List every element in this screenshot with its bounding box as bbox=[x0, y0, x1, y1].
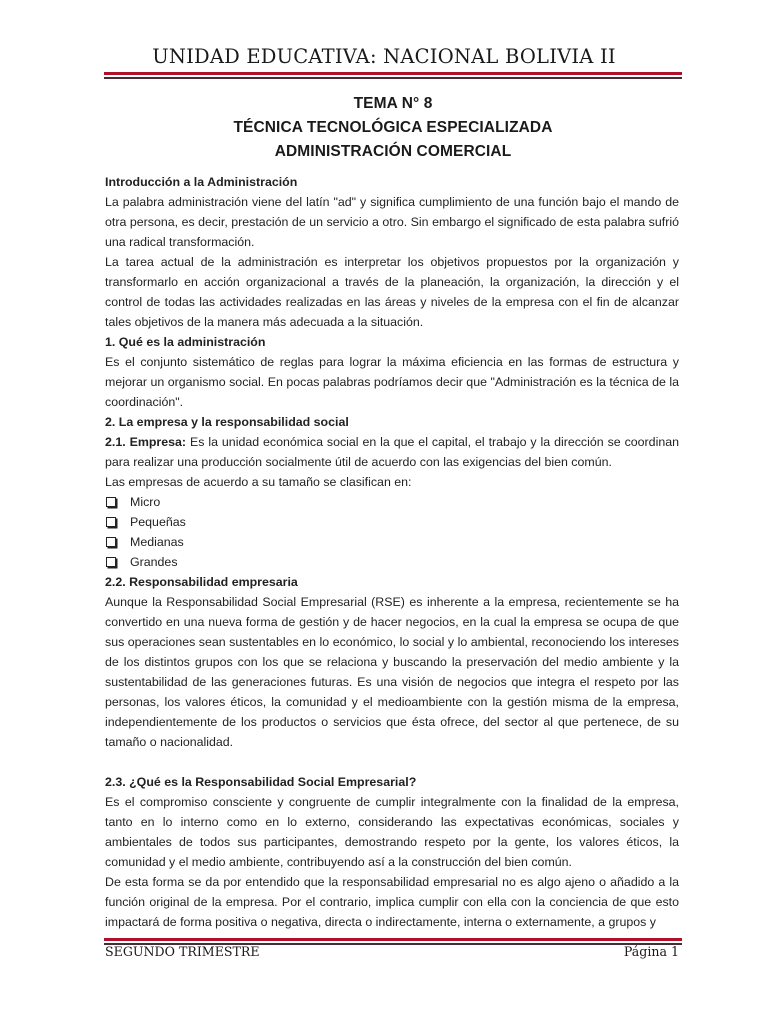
footer-trimester: SEGUNDO TRIMESTRE bbox=[105, 944, 260, 959]
list-item bbox=[105, 552, 679, 572]
section-2-2-paragraph: Aunque la Responsabilidad Social Empresarial (RSE) es inherente a la empresa, recientemente se ha convertido en una nueva forma de gestión y de hacer negocios, en la cual la empresa se ocupa de que sus operaciones sean sustentables en lo económico, lo social y lo ambiental, reconociendo los intereses de los distintos grupos con los que se relaciona y buscando la preservación del medio ambiente y la sustentabilidad de las generaciones futuras. Es una visión de negocios que integra el respeto por las personas, los valores éticos, la comunidad y el medioambiente con la gestión misma de la empresa, independientemente de los productos o servicios que ésta ofrece, del sector al que pertenece, de su tamaño o nacionalidad. bbox=[105, 595, 679, 749]
section-2-3-paragraph-2: De esta forma se da por entendido que la responsabilidad empresarial no es algo ajeno o añadido a la función original de la empresa. Por el contrario, implica cumplir con ella con la conciencia de que esto impactará de forma positiva o negativa, directa o indirectamente, interna o externamente, a grupos y bbox=[105, 875, 679, 929]
sizes-intro: Las empresas de acuerdo a su tamaño se clasifican en: bbox=[105, 475, 412, 489]
page-footer bbox=[105, 944, 679, 959]
list-item-label: Micro bbox=[130, 495, 161, 509]
spacer bbox=[105, 752, 679, 772]
school-header: UNIDAD EDUCATIVA: NACIONAL BOLIVIA II bbox=[152, 45, 616, 68]
header-rule-red bbox=[104, 72, 682, 75]
theme-title: TEMA N° 8 bbox=[353, 95, 433, 112]
intro-paragraph-1: La palabra administración viene del latín "ad" y significa cumplimiento de una función bajo el mando de otra persona, es decir, prestación de un servicio a otro. Sin embargo el significado de esta palabra sufrió una radical transformación. bbox=[105, 195, 679, 249]
company-size-list bbox=[105, 492, 679, 572]
list-item-label: Medianas bbox=[130, 535, 184, 549]
subject-title: TÉCNICA TECNOLÓGICA ESPECIALIZADA bbox=[233, 119, 553, 136]
checkbox-bullet-icon bbox=[106, 497, 116, 507]
checkbox-bullet-icon bbox=[106, 557, 116, 567]
section-1-heading: 1. Qué es la administración bbox=[105, 335, 266, 349]
section-2-1-label: 2.1. Empresa: bbox=[105, 435, 187, 449]
area-title: ADMINISTRACIÓN COMERCIAL bbox=[274, 143, 512, 160]
list-item bbox=[105, 532, 679, 552]
section-2-3-heading: 2.3. ¿Qué es la Responsabilidad Social Empresarial? bbox=[105, 775, 417, 789]
list-item bbox=[105, 492, 679, 512]
section-2-heading: 2. La empresa y la responsabilidad social bbox=[105, 415, 349, 429]
list-item bbox=[105, 512, 679, 532]
intro-paragraph-2: La tarea actual de la administración es interpretar los objetivos propuestos por la organización y transformarlo en acción organizacional a través de la planeación, la organización, la dirección y el control de todas las actividades realizadas en las áreas y niveles de la empresa con el fin de alcanzar tales objetivos de la manera más adecuada a la situación. bbox=[105, 255, 679, 329]
checkbox-bullet-icon bbox=[106, 537, 116, 547]
section-2-2-heading: 2.2. Responsabilidad empresaria bbox=[105, 575, 298, 589]
document-body bbox=[105, 172, 679, 932]
section-1-paragraph: Es el conjunto sistemático de reglas para lograr la máxima eficiencia en las formas de estructura y mejorar un organismo social. En pocas palabras podríamos decir que "Administración es la técnica de la coordinación". bbox=[105, 355, 679, 409]
list-item-label: Grandes bbox=[130, 555, 178, 569]
footer-page-number: Página 1 bbox=[623, 944, 679, 959]
list-item-label: Pequeñas bbox=[130, 515, 186, 529]
footer-rule-red bbox=[104, 938, 682, 941]
section-2-1-text: Es la unidad económica social en la que el capital, el trabajo y la dirección se coordinan para realizar una producción socialmente útil de acuerdo con las exigencias del bien común. bbox=[105, 435, 679, 469]
section-2-1-paragraph bbox=[105, 432, 679, 472]
checkbox-bullet-icon bbox=[106, 517, 116, 527]
title-block bbox=[104, 92, 682, 164]
header-rule-dark bbox=[104, 77, 682, 79]
section-2-3-paragraph-1: Es el compromiso consciente y congruente de cumplir integralmente con la finalidad de la empresa, tanto en lo interno como en lo externo, considerando las expectativas económicas, sociales y ambientales de todos sus participantes, demostrando respeto por la gente, los valores éticos, la comunidad y el medio ambiente, contribuyendo así a la construcción del bien común. bbox=[105, 795, 679, 869]
intro-heading: Introducción a la Administración bbox=[105, 175, 298, 189]
